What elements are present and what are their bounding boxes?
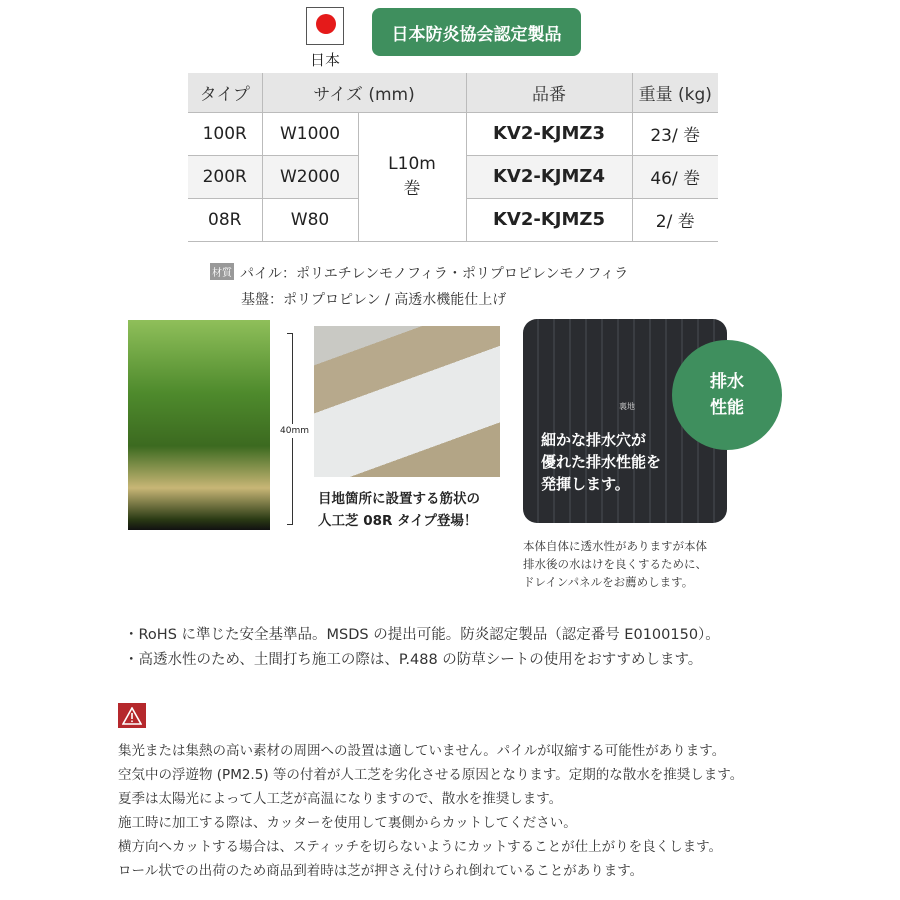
bullet-item: ・高透水性のため、土間打ち施工の際は、P.488 の防草シートの使用をおすすめします。: [124, 652, 703, 668]
material-pile-text: パイル：ポリエチレンモノフィラ・ポリプロピレンモノフィラ: [240, 266, 629, 282]
cell-type: 08R: [188, 198, 262, 241]
cell-part: KV2-KJMZ3: [466, 112, 632, 155]
paving-photo: [314, 326, 500, 477]
cell-weight: 23/ 巻: [632, 112, 718, 155]
backing-text: [541, 429, 661, 495]
caution-line: 横方向へカットする場合は、スティッチを切らないようにカットすることが仕上がりを良くします。: [118, 839, 722, 855]
cell-weight: 2/ 巻: [632, 198, 718, 241]
backing-line: 細かな排水穴が: [541, 431, 647, 449]
cell-length: [358, 112, 466, 241]
length-value: L10m: [388, 154, 436, 174]
pile-height-label: 40mm: [280, 426, 309, 436]
japan-flag-icon: [306, 7, 344, 45]
paving-caption: [318, 488, 480, 532]
cell-weight: 46/ 巻: [632, 155, 718, 198]
caution-line: 夏季は太陽光によって人工芝が高温になりますので、散水を推奨します。: [118, 791, 563, 807]
note-line: ドレインパネルをお薦めします。: [523, 575, 694, 589]
header-type: タイプ: [188, 73, 262, 112]
note-line: 排水後の水はけを良くするために、: [523, 557, 707, 571]
cell-part: KV2-KJMZ4: [466, 155, 632, 198]
table-row: [188, 112, 718, 155]
drainage-note: [523, 537, 707, 591]
bullet-item: ・RoHS に準じた安全基準品。MSDS の提出可能。防炎認定製品（認定番号 E0100150）。: [124, 627, 720, 643]
backing-label: 裏地: [619, 402, 635, 411]
cell-type: 100R: [188, 112, 262, 155]
note-line: 本体自体に透水性がありますが本体: [523, 539, 707, 553]
grass-photo: [128, 320, 270, 530]
badge-line: 排水: [710, 372, 744, 392]
material-tag: 材質: [210, 263, 234, 280]
length-unit: 巻: [403, 179, 421, 199]
drainage-badge: [672, 340, 782, 450]
caption-line: 人工芝 08R タイプ登場！: [318, 513, 478, 529]
table-header: [188, 73, 718, 112]
cell-width: W2000: [262, 155, 358, 198]
backing-line: 優れた排水性能を: [541, 453, 662, 471]
caution-line: 施工時に加工する際は、カッターを使用して裏側からカットしてください。: [118, 815, 577, 831]
badge-line: 性能: [710, 398, 744, 418]
caution-line: 空気中の浮遊物 (PM2.5) 等の付着が人工芝を劣化させる原因となります。定期的な散水を推奨します。: [118, 767, 744, 783]
warning-icon: [118, 703, 146, 728]
header-size: サイズ (mm): [262, 73, 466, 112]
origin-label: 日本: [309, 51, 340, 69]
cell-width: W1000: [262, 112, 358, 155]
material-base: 基盤：ポリプロピレン / 高透水機能仕上げ: [241, 292, 507, 308]
backing-line: 発揮します。: [541, 475, 630, 493]
cell-part: KV2-KJMZ5: [466, 198, 632, 241]
certification-badge: 日本防炎協会認定製品: [372, 8, 581, 56]
cell-type: 200R: [188, 155, 262, 198]
caution-line: 集光または集熱の高い素材の周囲への設置は適していません。パイルが収縮する可能性があります。: [118, 743, 726, 759]
caution-line: ロール状での出荷のため商品到着時は芝が押さえ付けられ倒れていることがあります。: [118, 863, 644, 879]
material-pile: [210, 263, 628, 283]
spec-table: [188, 73, 718, 242]
header-weight: 重量 (kg): [632, 73, 718, 112]
cell-width: W80: [262, 198, 358, 241]
header-part: 品番: [466, 73, 632, 112]
caption-line: 目地箇所に設置する筋状の: [318, 491, 480, 507]
